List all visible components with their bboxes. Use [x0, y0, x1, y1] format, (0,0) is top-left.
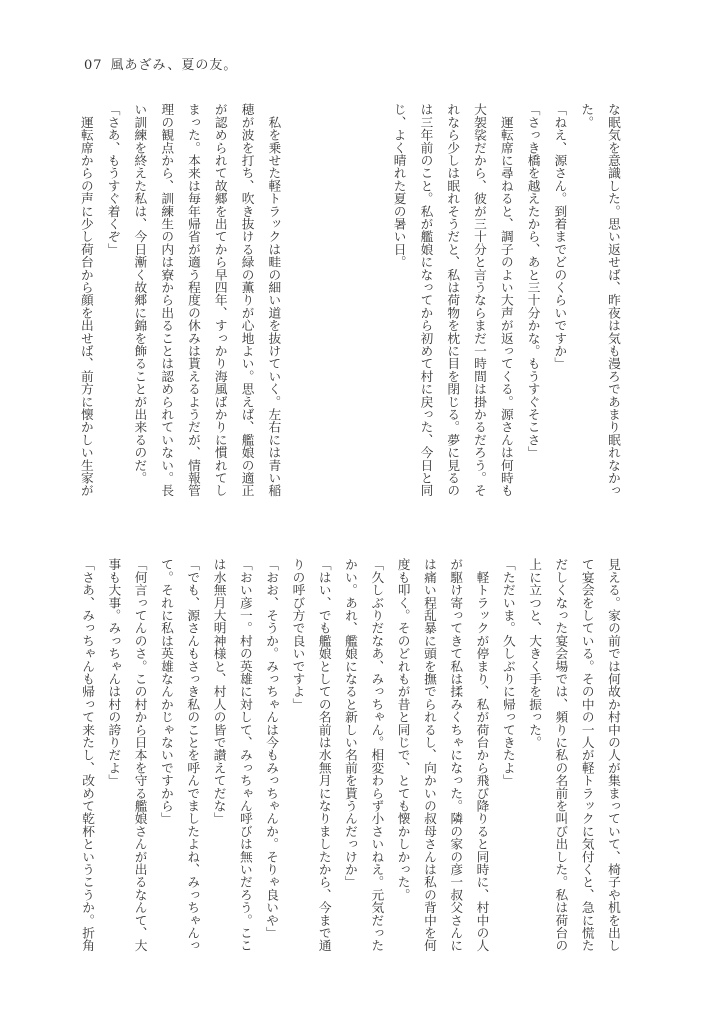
- text-line: 「何言ってんのさ。この村から日本を守る艦娘さんが出るなんて、大: [132, 558, 148, 952]
- text-line: 大袈裟だから、彼が三十分と言うならまだ一時間は掛かるだろう。そ: [472, 103, 488, 497]
- text-line: 穂が波を打ち、吹き抜ける緑の薫りが心地よい。思えば、艦娘の適正: [239, 103, 255, 497]
- text-line: て。それに私は英雄なんかじゃないですから」: [158, 558, 174, 825]
- text-line: 運転席に尋ねると、調子のよい大声が返ってくる。源さんは何時も: [498, 103, 514, 497]
- text-line: が駆け寄ってきて私は揉みくちゃになった。隣の家の彦一叔父さんに: [448, 558, 464, 952]
- text-line: 理の観点から、訓練生の内は寮から出ることは認められていない。長: [159, 103, 175, 497]
- text-line: 事も大事。みっちゃんは村の誇りだよ」: [106, 558, 122, 787]
- text-line: 「ねえ、源さん。到着までどのくらいですか」: [552, 103, 568, 370]
- text-line: 「さあ、もうすぐ着くぞ」: [105, 103, 121, 256]
- text-line: かい。あれ、艦娘になると新しい名前を貰うんだっけか」: [343, 558, 359, 889]
- chapter-number: 07: [84, 58, 103, 73]
- running-header: [84, 54, 237, 73]
- text-line: じ、よく晴れた夏の暑い日。: [391, 103, 407, 269]
- text-line: 「ただいま。久しぶりに帰ってきたよ」: [500, 558, 516, 787]
- text-line: て宴会をしている。その中の一人が軽トラックに気付くと、急に慌た: [579, 558, 595, 952]
- text-line: な眠気を意識した。思い返せば、昨夜は気も漫ろであまり眠れなかっ: [606, 103, 621, 497]
- bottom-tier-text: [74, 558, 626, 968]
- text-line: 度も叩く。そのどれもが昔と同じで、とても懐かしかった。: [395, 558, 411, 901]
- text-line: は水無月大明神様と、村人の皆で讃えてだな」: [211, 558, 227, 825]
- chapter-title: 風あざみ、夏の友。: [110, 58, 238, 73]
- top-tier-right-text: [385, 103, 626, 513]
- text-line: が認められて故郷を出てから早四年、すっかり海風ばかりに慣れてし: [212, 103, 228, 497]
- text-line: は三年前のこと。私が艦娘になってから初めて村に戻った、今日と同: [418, 103, 434, 497]
- text-line: 「さあ、みっちゃんも帰って来たし、改めて乾杯というこうか。折角: [80, 558, 96, 952]
- text-line: 上に立つと、大きく手を振った。: [527, 558, 543, 749]
- text-line: 見える。家の前では何故か村中の人が集まっていて、椅子や机を出し: [606, 558, 621, 952]
- text-line: た。: [579, 103, 595, 129]
- top-tier-left-text: [72, 103, 286, 513]
- text-line: 「久しぶりだなあ、みっちゃん。相変わらず小さいねえ。元気だった: [369, 558, 385, 952]
- text-line: 私を乗せた軽トラックは畦の細い道を抜けていく。左右には青い稲: [266, 103, 282, 497]
- text-line: れなら少しは眠れそうだと、私は荷物を枕に目を閉じる。夢に見るの: [445, 103, 461, 497]
- text-line: 「おい彦一。村の英雄に対して、みっちゃん呼びは無いだろう。ここ: [237, 558, 253, 952]
- text-line: 「おお、そうか。みっちゃんは今もみっちゃんか。そりゃ良いや」: [264, 558, 280, 939]
- text-line: 「はい、でも艦娘としての名前は水無月になりましたから、今まで通: [316, 558, 332, 952]
- text-line: は痛い程乱暴に頭を撫でられるし、向かいの叔母さんは私の背中を何: [421, 558, 437, 952]
- text-line: りの呼び方で良いですよ」: [290, 558, 306, 711]
- text-line: 軽トラックが停まり、私が荷台から飛び降りると同時に、村中の人: [474, 558, 490, 952]
- text-line: まった。本来は毎年帰省が適う程度の休みは貰えるようだが、情報管: [185, 103, 201, 497]
- text-line: い訓練を終えた私は、今日漸く故郷に錦を飾ることが出来るのだ。: [132, 103, 148, 484]
- text-line: だしくなった宴会場では、頻りに私の名前を叫び出した。私は荷台の: [553, 558, 569, 952]
- text-line: 「さっき橋を越えたから、あと三十分かな。もうすぐそこさ」: [525, 103, 541, 459]
- text-line: 「でも、源さんもさっき私のことを呼んでましたよね、みっちゃんっ: [185, 558, 201, 952]
- text-line: 運転席からの声に少し荷台から顔を出せば、前方に懐かしい生家が: [78, 103, 94, 497]
